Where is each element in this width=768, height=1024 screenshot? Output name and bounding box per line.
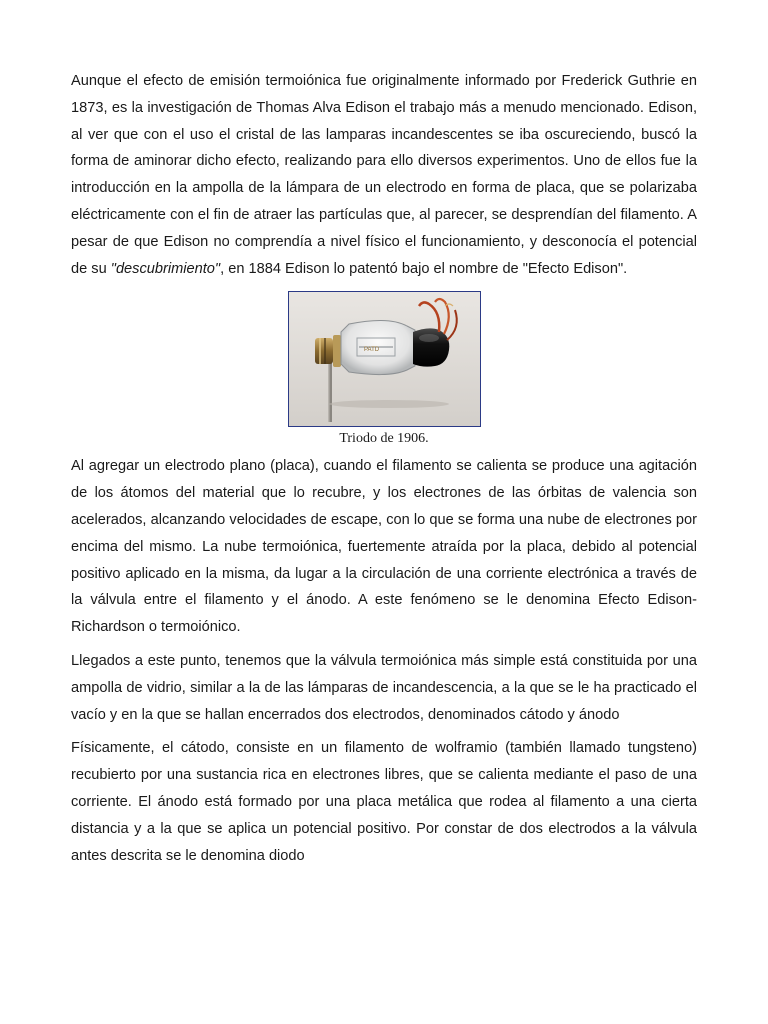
figure-triode [71,291,697,448]
figure-caption: Triodo de 1906. [339,431,429,447]
paragraph-cathode-anode: Físicamente, el cátodo, consiste en un filamento de wolframio (también llamado tungsteno) recubierto por una sustancia rica en electrones libres, que se calienta mediante el paso de una corriente. El ánodo está formado por una placa metálica que rodea al filamento a una cierta distancia y a la que se aplica un potencial positivo. Por constar de dos electrodos a la válvula antes descrita se le denomina diodo [71,740,697,864]
document-page [71,68,697,869]
triode-image [289,292,480,426]
paragraph-text: , en 1884 Edison lo patentó bajo el nombre de "Efecto Edison". [220,260,628,277]
paragraph-edison-history [71,68,697,282]
paragraph-text: Aunque el efecto de emisión termoiónica fue originalmente informado por Frederick Guthrie en 1873, es la investigación de Thomas Alva Edison el trabajo más a menudo mencionado. Edison, al ver que con el uso el cristal de las lamparas incandescentes se iba oscureciendo, buscó la forma de aminorar dicho efecto, realizando para ello diversos experimentos. Uno de ellos fue la introducción en la ampolla de la lámpara de un electrodo en forma de placa, que se polarizaba eléctricamente con el fin de atraer las partículas que, al parecer, se desprendían del filamento. A pesar de que Edison no comprendía a nivel físico el funcionamiento, y desconocía el potencial de su [71,73,697,277]
paragraph-thermionic-valve: Llegados a este punto, tenemos que la válvula termoiónica más simple está constituida por una ampolla de vidrio, similar a la de las lámparas de incandescencia, a la que se le ha practicado el vacío y en la que se hallan encerrados dos electrodos, denominados cátodo y ánodo [71,652,697,723]
paragraph-edison-richardson: Al agregar un electrodo plano (placa), cuando el filamento se calienta se produce una agitación de los átomos del material que lo recubre, y los electrones de las órbitas de valencia son acelerados, alcanzando velocidades de escape, con lo que se forma una nube de electrones por encima del mismo. La nube termoiónica, fuertemente atraída por la placa, debido al potencial positivo aplicado en la misma, da lugar a la circulación de una corriente electrónica a través de la válvula entre el filamento y el ánodo. A este fenómeno se le denomina Efecto Edison-Richardson o termoiónico. [71,458,697,636]
italic-term: "descubrimiento" [110,260,221,277]
svg-text:PATD: PATD [363,347,379,354]
triode-photo [288,291,481,427]
